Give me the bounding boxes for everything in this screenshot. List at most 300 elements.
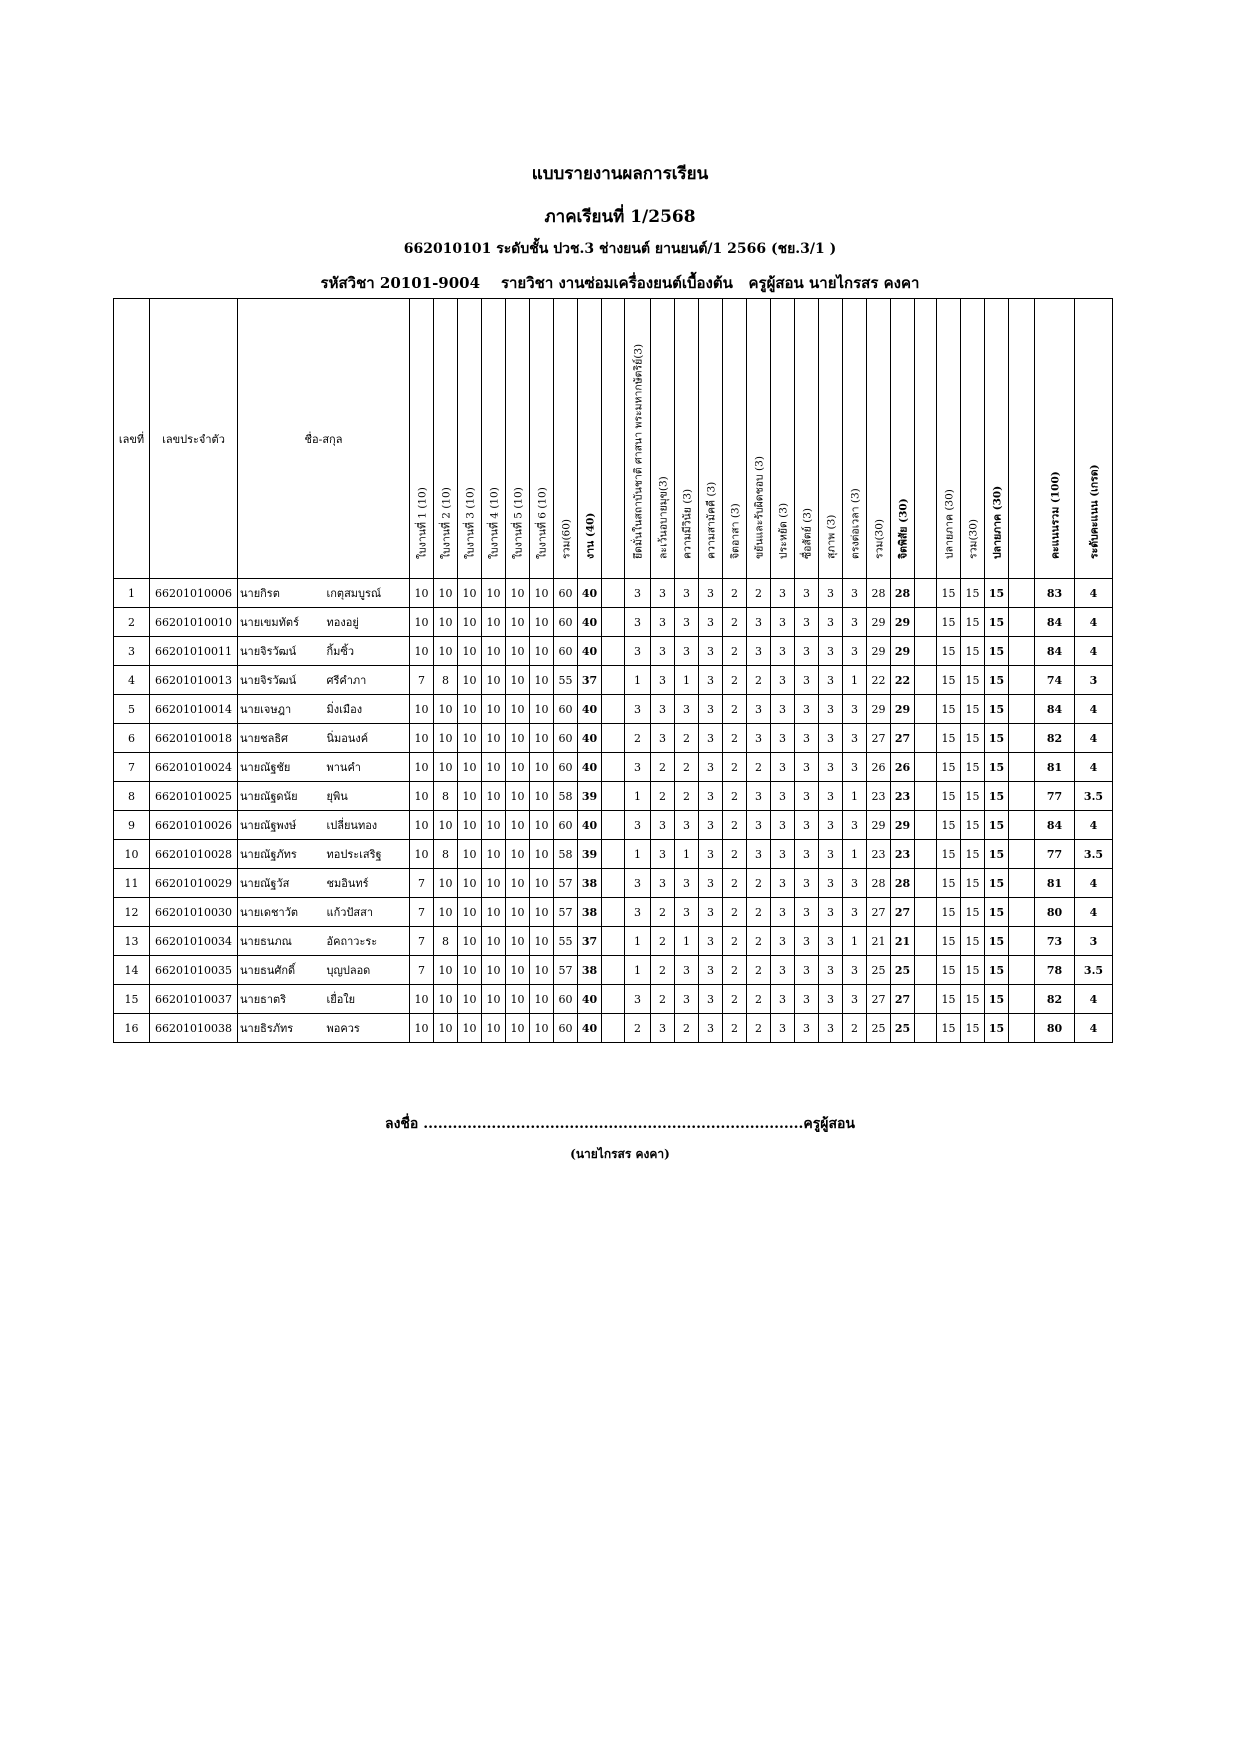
cell-attr-1: 3	[625, 637, 651, 666]
cell-final-1: 15	[937, 695, 961, 724]
cell-attr-4: 3	[699, 579, 723, 608]
cell-task-2: 10	[434, 579, 458, 608]
cell-attr-8: 3	[795, 869, 819, 898]
cell-attr-2: 3	[651, 840, 675, 869]
cell-task-8: 40	[578, 608, 602, 637]
cell-attr-2: 3	[651, 608, 675, 637]
cell-task-4: 10	[482, 579, 506, 608]
header-id: เลขประจำตัว	[150, 299, 238, 579]
cell-attr-4: 3	[699, 608, 723, 637]
cell-first-name: นายณัฐพงษ์	[238, 811, 325, 840]
cell-attr-5: 2	[723, 695, 747, 724]
cell-task-6: 10	[530, 753, 554, 782]
cell-last-name: นิ่มอนงค์	[325, 724, 410, 753]
cell-attr-2: 3	[651, 579, 675, 608]
header-grade-label: ระดับคะแนน (เกรด)	[1088, 464, 1100, 559]
cell-final-1: 15	[937, 608, 961, 637]
signature-name: (นายไกรสร คงคา)	[570, 1147, 670, 1161]
cell-attr-5: 2	[723, 637, 747, 666]
cell-student-id: 66201010018	[150, 724, 238, 753]
cell-task-8: 37	[578, 666, 602, 695]
cell-first-name: นายณัฐภัทร	[238, 840, 325, 869]
cell-grade: 4	[1075, 985, 1113, 1014]
cell-task-4: 10	[482, 637, 506, 666]
header-task-6	[530, 299, 554, 579]
cell-task-4: 10	[482, 811, 506, 840]
cell-first-name: นายธิรภัทร	[238, 1014, 325, 1043]
cell-spacer-3	[1009, 1014, 1035, 1043]
cell-spacer-1	[602, 753, 625, 782]
cell-task-3: 10	[458, 840, 482, 869]
cell-total: 77	[1035, 782, 1075, 811]
cell-final-1: 15	[937, 724, 961, 753]
cell-task-1: 10	[410, 782, 434, 811]
cell-attr-5: 2	[723, 724, 747, 753]
cell-attr-11: 27	[867, 985, 891, 1014]
cell-attr-11: 23	[867, 840, 891, 869]
header-attr-12-label: จิตพิสัย (30)	[897, 498, 909, 559]
cell-task-7: 60	[554, 753, 578, 782]
cell-task-8: 40	[578, 695, 602, 724]
cell-attr-7: 3	[771, 898, 795, 927]
cell-student-id: 66201010010	[150, 608, 238, 637]
cell-attr-4: 3	[699, 695, 723, 724]
cell-task-8: 40	[578, 637, 602, 666]
cell-task-5: 10	[506, 811, 530, 840]
cell-spacer-1	[602, 782, 625, 811]
cell-attr-6: 2	[747, 985, 771, 1014]
table-row	[114, 1014, 1113, 1043]
cell-attr-10: 3	[843, 637, 867, 666]
header-attr-1	[625, 299, 651, 579]
cell-spacer-3	[1009, 956, 1035, 985]
cell-final-2: 15	[961, 782, 985, 811]
cell-student-id: 66201010035	[150, 956, 238, 985]
cell-final-1: 15	[937, 927, 961, 956]
cell-task-8: 40	[578, 1014, 602, 1043]
header-task-7	[554, 299, 578, 579]
cell-task-2: 8	[434, 927, 458, 956]
cell-task-7: 60	[554, 608, 578, 637]
cell-attr-9: 3	[819, 637, 843, 666]
cell-attr-3: 2	[675, 753, 699, 782]
cell-spacer-1	[602, 608, 625, 637]
cell-spacer-2	[915, 666, 937, 695]
cell-task-4: 10	[482, 753, 506, 782]
cell-task-7: 58	[554, 782, 578, 811]
cell-student-id: 66201010013	[150, 666, 238, 695]
cell-attr-7: 3	[771, 753, 795, 782]
table-row	[114, 898, 1113, 927]
cell-attr-5: 2	[723, 753, 747, 782]
header-attr-3	[675, 299, 699, 579]
cell-student-id: 66201010030	[150, 898, 238, 927]
cell-task-3: 10	[458, 869, 482, 898]
header-task-8	[578, 299, 602, 579]
cell-attr-12: 29	[891, 608, 915, 637]
cell-attr-3: 3	[675, 695, 699, 724]
cell-task-8: 39	[578, 840, 602, 869]
cell-task-2: 10	[434, 753, 458, 782]
cell-total: 84	[1035, 695, 1075, 724]
cell-task-3: 10	[458, 985, 482, 1014]
cell-spacer-3	[1009, 927, 1035, 956]
cell-attr-11: 21	[867, 927, 891, 956]
cell-attr-8: 3	[795, 927, 819, 956]
cell-attr-9: 3	[819, 695, 843, 724]
cell-attr-8: 3	[795, 608, 819, 637]
cell-first-name: นายจิรวัฒน์	[238, 637, 325, 666]
cell-task-2: 8	[434, 782, 458, 811]
cell-attr-8: 3	[795, 579, 819, 608]
cell-attr-7: 3	[771, 927, 795, 956]
cell-task-4: 10	[482, 927, 506, 956]
cell-final-3: 15	[985, 898, 1009, 927]
cell-task-8: 38	[578, 956, 602, 985]
cell-grade: 4	[1075, 724, 1113, 753]
cell-attr-10: 3	[843, 898, 867, 927]
cell-attr-6: 3	[747, 782, 771, 811]
cell-task-3: 10	[458, 782, 482, 811]
cell-attr-8: 3	[795, 1014, 819, 1043]
cell-attr-6: 3	[747, 637, 771, 666]
cell-final-1: 15	[937, 753, 961, 782]
cell-final-1: 15	[937, 637, 961, 666]
cell-attr-1: 1	[625, 927, 651, 956]
cell-spacer-1	[602, 869, 625, 898]
header-attr-8	[795, 299, 819, 579]
cell-task-2: 10	[434, 608, 458, 637]
cell-no: 3	[114, 637, 150, 666]
cell-task-1: 10	[410, 985, 434, 1014]
cell-task-4: 10	[482, 695, 506, 724]
cell-attr-9: 3	[819, 608, 843, 637]
cell-attr-7: 3	[771, 956, 795, 985]
cell-attr-12: 23	[891, 782, 915, 811]
cell-task-1: 10	[410, 1014, 434, 1043]
cell-task-3: 10	[458, 666, 482, 695]
cell-task-7: 60	[554, 724, 578, 753]
cell-no: 10	[114, 840, 150, 869]
cell-student-id: 66201010034	[150, 927, 238, 956]
header-attr-8-label: ซื่อสัตย์ (3)	[801, 507, 813, 559]
cell-task-4: 10	[482, 840, 506, 869]
header-attr-7-label: ประหยัด (3)	[777, 502, 789, 559]
cell-task-8: 37	[578, 927, 602, 956]
table-row	[114, 869, 1113, 898]
cell-attr-1: 1	[625, 840, 651, 869]
cell-attr-4: 3	[699, 869, 723, 898]
cell-total: 84	[1035, 811, 1075, 840]
cell-final-3: 15	[985, 666, 1009, 695]
cell-attr-8: 3	[795, 898, 819, 927]
cell-grade: 4	[1075, 1014, 1113, 1043]
cell-attr-2: 3	[651, 869, 675, 898]
cell-attr-5: 2	[723, 666, 747, 695]
cell-attr-3: 3	[675, 985, 699, 1014]
cell-attr-12: 28	[891, 869, 915, 898]
cell-attr-12: 27	[891, 724, 915, 753]
cell-attr-4: 3	[699, 840, 723, 869]
cell-grade: 3.5	[1075, 840, 1113, 869]
cell-no: 8	[114, 782, 150, 811]
header-attr-4	[699, 299, 723, 579]
cell-task-6: 10	[530, 811, 554, 840]
cell-final-1: 15	[937, 811, 961, 840]
cell-task-4: 10	[482, 782, 506, 811]
cell-total: 78	[1035, 956, 1075, 985]
cell-attr-8: 3	[795, 637, 819, 666]
cell-attr-9: 3	[819, 927, 843, 956]
cell-attr-1: 3	[625, 608, 651, 637]
cell-task-6: 10	[530, 956, 554, 985]
cell-task-1: 10	[410, 753, 434, 782]
cell-task-2: 8	[434, 666, 458, 695]
cell-first-name: นายธนศักดิ์	[238, 956, 325, 985]
cell-spacer-1	[602, 1014, 625, 1043]
cell-task-1: 7	[410, 927, 434, 956]
header-attr-1-label: ยึดมั่นในสถาบันชาติ ศาสนา พระมหากษัตริย์(3)	[632, 343, 644, 559]
cell-last-name: บุญปลอด	[325, 956, 410, 985]
cell-final-3: 15	[985, 869, 1009, 898]
cell-grade: 4	[1075, 695, 1113, 724]
header-attr-6	[747, 299, 771, 579]
cell-attr-5: 2	[723, 869, 747, 898]
cell-student-id: 66201010028	[150, 840, 238, 869]
cell-attr-1: 1	[625, 782, 651, 811]
cell-attr-1: 1	[625, 956, 651, 985]
cell-spacer-2	[915, 898, 937, 927]
cell-attr-7: 3	[771, 724, 795, 753]
cell-task-7: 55	[554, 927, 578, 956]
header-attr-11	[867, 299, 891, 579]
cell-grade: 4	[1075, 579, 1113, 608]
cell-task-3: 10	[458, 637, 482, 666]
cell-student-id: 66201010037	[150, 985, 238, 1014]
header-task-3	[458, 299, 482, 579]
cell-spacer-3	[1009, 724, 1035, 753]
cell-attr-9: 3	[819, 811, 843, 840]
cell-attr-8: 3	[795, 753, 819, 782]
cell-no: 12	[114, 898, 150, 927]
cell-attr-5: 2	[723, 985, 747, 1014]
cell-attr-3: 3	[675, 869, 699, 898]
class-info: 662010101 ระดับชั้น ปวช.3 ช่างยนต์ ยานยนต์/1 2566 (ชย.3/1 )	[403, 241, 837, 257]
cell-student-id: 66201010014	[150, 695, 238, 724]
cell-no: 5	[114, 695, 150, 724]
cell-attr-4: 3	[699, 956, 723, 985]
cell-grade: 3.5	[1075, 782, 1113, 811]
cell-first-name: นายณัฐดนัย	[238, 782, 325, 811]
cell-spacer-2	[915, 1014, 937, 1043]
cell-attr-2: 2	[651, 985, 675, 1014]
cell-total: 83	[1035, 579, 1075, 608]
header-task-4-label: ใบงานที่ 4 (10)	[488, 487, 500, 559]
cell-no: 14	[114, 956, 150, 985]
cell-attr-11: 29	[867, 695, 891, 724]
cell-no: 7	[114, 753, 150, 782]
cell-task-4: 10	[482, 724, 506, 753]
cell-attr-4: 3	[699, 666, 723, 695]
cell-student-id: 66201010038	[150, 1014, 238, 1043]
cell-attr-2: 2	[651, 753, 675, 782]
cell-attr-1: 2	[625, 724, 651, 753]
cell-final-3: 15	[985, 956, 1009, 985]
cell-task-2: 10	[434, 811, 458, 840]
cell-attr-1: 3	[625, 753, 651, 782]
header-task-6-label: ใบงานที่ 6 (10)	[536, 487, 548, 559]
cell-final-3: 15	[985, 782, 1009, 811]
cell-last-name: แก้วปัสสา	[325, 898, 410, 927]
cell-spacer-2	[915, 579, 937, 608]
cell-task-8: 40	[578, 579, 602, 608]
cell-task-1: 10	[410, 811, 434, 840]
cell-attr-3: 1	[675, 666, 699, 695]
cell-task-7: 60	[554, 579, 578, 608]
cell-total: 82	[1035, 985, 1075, 1014]
header-final-1-label: ปลายภาค (30)	[943, 489, 955, 559]
cell-task-4: 10	[482, 1014, 506, 1043]
cell-attr-10: 3	[843, 956, 867, 985]
cell-final-3: 15	[985, 695, 1009, 724]
cell-first-name: นายธนภณ	[238, 927, 325, 956]
cell-task-3: 10	[458, 811, 482, 840]
cell-total: 80	[1035, 898, 1075, 927]
cell-no: 1	[114, 579, 150, 608]
cell-attr-12: 26	[891, 753, 915, 782]
cell-task-8: 40	[578, 753, 602, 782]
cell-attr-1: 3	[625, 985, 651, 1014]
cell-attr-3: 2	[675, 782, 699, 811]
cell-final-1: 15	[937, 1014, 961, 1043]
cell-attr-5: 2	[723, 811, 747, 840]
cell-first-name: นายชลธิศ	[238, 724, 325, 753]
cell-spacer-3	[1009, 579, 1035, 608]
header-attr-7	[771, 299, 795, 579]
table-row	[114, 956, 1113, 985]
cell-task-2: 10	[434, 724, 458, 753]
cell-total: 74	[1035, 666, 1075, 695]
cell-attr-7: 3	[771, 579, 795, 608]
cell-spacer-2	[915, 956, 937, 985]
cell-no: 2	[114, 608, 150, 637]
cell-attr-3: 1	[675, 927, 699, 956]
cell-attr-9: 3	[819, 898, 843, 927]
cell-task-7: 60	[554, 637, 578, 666]
cell-attr-11: 23	[867, 782, 891, 811]
cell-final-2: 15	[961, 927, 985, 956]
cell-total: 80	[1035, 1014, 1075, 1043]
cell-task-3: 10	[458, 898, 482, 927]
header-final-3	[985, 299, 1009, 579]
cell-attr-5: 2	[723, 608, 747, 637]
cell-attr-11: 29	[867, 637, 891, 666]
cell-task-5: 10	[506, 695, 530, 724]
cell-attr-2: 2	[651, 782, 675, 811]
cell-attr-10: 2	[843, 1014, 867, 1043]
table-row	[114, 811, 1113, 840]
cell-attr-3: 2	[675, 724, 699, 753]
cell-spacer-3	[1009, 695, 1035, 724]
table-row	[114, 608, 1113, 637]
cell-attr-7: 3	[771, 985, 795, 1014]
cell-task-7: 57	[554, 956, 578, 985]
header-task-5	[506, 299, 530, 579]
cell-attr-9: 3	[819, 724, 843, 753]
cell-grade: 4	[1075, 811, 1113, 840]
header-attr-5	[723, 299, 747, 579]
cell-attr-2: 2	[651, 956, 675, 985]
cell-last-name: อัคถาวะระ	[325, 927, 410, 956]
cell-attr-7: 3	[771, 637, 795, 666]
cell-attr-10: 3	[843, 608, 867, 637]
cell-no: 16	[114, 1014, 150, 1043]
cell-task-1: 10	[410, 637, 434, 666]
cell-attr-10: 3	[843, 985, 867, 1014]
cell-attr-4: 3	[699, 753, 723, 782]
cell-attr-6: 2	[747, 956, 771, 985]
cell-task-2: 10	[434, 956, 458, 985]
cell-attr-12: 23	[891, 840, 915, 869]
cell-attr-12: 21	[891, 927, 915, 956]
cell-final-3: 15	[985, 753, 1009, 782]
cell-attr-9: 3	[819, 869, 843, 898]
cell-attr-2: 2	[651, 927, 675, 956]
cell-student-id: 66201010024	[150, 753, 238, 782]
cell-final-3: 15	[985, 608, 1009, 637]
cell-attr-3: 1	[675, 840, 699, 869]
cell-attr-8: 3	[795, 811, 819, 840]
header-attr-2-label: ละเว้นอบายมุข(3)	[657, 476, 669, 559]
cell-no: 15	[114, 985, 150, 1014]
cell-task-7: 55	[554, 666, 578, 695]
cell-task-4: 10	[482, 608, 506, 637]
cell-task-8: 38	[578, 869, 602, 898]
cell-spacer-3	[1009, 898, 1035, 927]
cell-spacer-1	[602, 724, 625, 753]
cell-task-7: 60	[554, 695, 578, 724]
cell-attr-7: 3	[771, 666, 795, 695]
cell-total: 84	[1035, 608, 1075, 637]
cell-final-3: 15	[985, 927, 1009, 956]
cell-task-2: 10	[434, 637, 458, 666]
cell-attr-8: 3	[795, 840, 819, 869]
cell-task-4: 10	[482, 869, 506, 898]
cell-task-1: 7	[410, 898, 434, 927]
cell-attr-11: 26	[867, 753, 891, 782]
cell-final-2: 15	[961, 811, 985, 840]
table-row	[114, 637, 1113, 666]
cell-final-1: 15	[937, 898, 961, 927]
cell-task-1: 10	[410, 579, 434, 608]
cell-total: 81	[1035, 869, 1075, 898]
cell-final-2: 15	[961, 579, 985, 608]
table-row	[114, 695, 1113, 724]
header-task-8-label: งาน (40)	[584, 512, 596, 559]
cell-task-6: 10	[530, 840, 554, 869]
cell-last-name: ทองอยู่	[325, 608, 410, 637]
cell-task-6: 10	[530, 637, 554, 666]
cell-student-id: 66201010011	[150, 637, 238, 666]
cell-final-2: 15	[961, 985, 985, 1014]
cell-attr-5: 2	[723, 1014, 747, 1043]
cell-final-2: 15	[961, 898, 985, 927]
cell-attr-6: 3	[747, 840, 771, 869]
cell-grade: 3	[1075, 927, 1113, 956]
cell-attr-6: 2	[747, 927, 771, 956]
cell-task-7: 60	[554, 1014, 578, 1043]
cell-attr-10: 3	[843, 579, 867, 608]
